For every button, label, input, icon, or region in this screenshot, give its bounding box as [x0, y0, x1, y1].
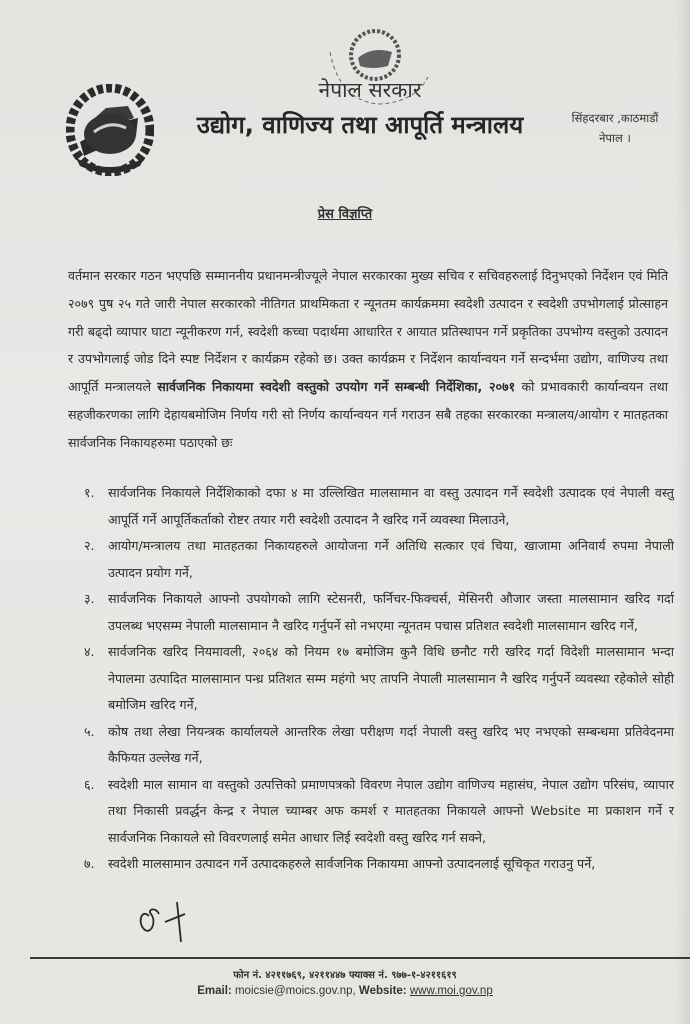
footer-phone-fax: फोन नं. ४२११७६९, ४२११४४७ फ्याक्स नं. ९७७-१-४२११६१९ [233, 970, 457, 981]
item-number: १. [84, 485, 95, 500]
item-text: सार्वजनिक निकायले आफ्नो उपयोगको लागि स्टेसनरी, फर्निचर-फिक्चर्स, मेसिनरी औजार जस्ता मालसामान खरिद गर्दा उपलब्ध भएसम्म नेपाली मालसामान नै खरिद गर्नुपर्ने सो नभएमा न्यूनतम पचास प्रतिशत स्वदेशी मालसामान खरिद गर्ने, [108, 591, 674, 633]
address-block [540, 108, 690, 148]
government-name: नेपाल सरकार [318, 78, 422, 102]
item-number: ७. [84, 856, 95, 871]
email-link[interactable]: moicsie@moics.gov.np, [234, 985, 356, 997]
footer-divider [30, 957, 690, 959]
item-number: ४. [84, 644, 95, 659]
list-item [84, 533, 674, 586]
item-text: स्वदेशी माल सामान वा वस्तुको उत्पत्तिको प्रमाणपत्रको विवरण नेपाल उद्योग वाणिज्य महासंघ, नेपाल उद्योग परिसंघ, व्यापार तथा निकासी प्रवर्द्धन केन्द्र र नेपाल च्याम्बर अफ कमर्श र मातहतका निकायले आफ्नो Website मा प्रकाशन गर्ने र सार्वजनिक निकायले सो विवरणलाई समेत आधार लिई स्वदेशी वस्तु खरिद गर्न सक्ने, [108, 776, 675, 845]
list-item [84, 851, 674, 878]
page-edge-shadow [676, 0, 690, 1024]
document-title: प्रेस विज्ञप्ति [317, 207, 373, 222]
address-line-2: नेपाल । [599, 131, 631, 145]
intro-bold-directive: सार्वजनिक निकायमा स्वदेशी वस्तुको उपयोग गर्ने सम्बन्धी निर्देशिका, २०७१ [157, 379, 516, 395]
list-item [84, 772, 674, 852]
footer-contact [0, 985, 690, 997]
item-number: २. [84, 538, 95, 553]
item-text: सार्वजनिक निकायले निर्देशिकाको दफा ४ मा उल्लिखित मालसामान वा वस्तु उत्पादन गर्ने स्वदेशी उत्पादक एवं नेपाली वस्तु आपूर्ति गर्ने आपूर्तिकर्ताको रोष्टर तयार गरी स्वदेशी उत्पादन नै खरिद गर्ने व्यवस्था मिलाउने, [108, 485, 674, 527]
item-number: ६. [84, 776, 95, 792]
intro-text-2: को प्रभावकारी कार्यान्वयन तथा सहजीकरणका लागि देहायबमोजिम निर्णय गरी सो निर्णय कार्यान्वयन गर्न गराउन सबै तहका सरकारका मन्त्रालय/आयोग र मातहतका सार्वजनिक निकायहरुमा पठाएको छः [68, 379, 668, 450]
list-item [84, 639, 674, 719]
intro-paragraph [68, 262, 668, 457]
ministry-name: उद्योग, वाणिज्य तथा आपूर्ति मन्त्रालय [196, 111, 524, 139]
list-item [84, 586, 674, 639]
website-label: Website: [358, 985, 407, 997]
item-text: सार्वजनिक खरिद नियमावली, २०६४ को नियम १७ बमोजिम कुनै विधि छनौट गरी खरिद गर्दा विदेशी मालसामान भन्दा नेपालमा उत्पादित मालसामान पन्ध्र प्रतिशत सम्म महंगो भए तापनि नेपाली मालसामान नै खरिद गर्नुपर्ने व्यवस्था रहेकोले सोही बमोजिम खरिद गर्ने, [108, 644, 674, 712]
item-text: आयोग/मन्त्रालय तथा मातहतका निकायहरुले आयोजना गर्ने अतिथि सत्कार एवं चिया, खाजामा अनिवार्य रुपमा नेपाली उत्पादन प्रयोग गर्ने, [108, 538, 674, 580]
nepal-emblem-icon [66, 84, 154, 176]
item-number: ३. [84, 591, 95, 606]
list-item [84, 480, 674, 533]
list-item [84, 719, 674, 772]
item-text: स्वदेशी मालसामान उत्पादन गर्ने उत्पादकहरुले सार्वजनिक निकायमा आफ्नो उत्पादनलाई सूचिकृत गराउनु पर्ने, [108, 856, 596, 871]
handwritten-mark [135, 898, 195, 946]
address-line-1: सिंहदरबार ,काठमाडौं [571, 111, 659, 125]
decision-list [84, 480, 674, 878]
item-number: ५. [84, 723, 95, 739]
item-text: कोष तथा लेखा नियन्त्रक कार्यालयले आन्तरिक लेखा परीक्षण गर्दा नेपाली वस्तु खरिद भए नभएको सम्बन्धमा प्रतिवेदनमा कैफियत उल्लेख गर्ने, [108, 723, 674, 765]
email-label: Email: [197, 985, 232, 997]
intro-text-1: वर्तमान सरकार गठन भएपछि सम्माननीय प्रधानमन्त्रीज्यूले नेपाल सरकारका मुख्य सचिव र सचिवहरुलाई दिनुभएको निर्देशन एवं मिति २०७९ पुष २५ गते जारी नेपाल सरकारको नीतिगत प्राथमिकता र न्यूनतम कार्यक्रममा स्वदेशी उत्पादन र स्वदेशी उपभोगलाई प्रोत्साहन गरी बढ्दो व्यापार घाटा न्यूनीकरण गर्न, स्वदेशी कच्चा पदार्थमा आधारित र आयात प्रतिस्थापन गर्ने प्रकृतिका उपभोग्य वस्तुको उत्पादन र उपभोगलाई जोड दिने स्पष्ट निर्देशन र कार्यक्रम रहेको छ। उक्त कार्यक्रम र निर्देशन कार्यान्वयन गर्ने सन्दर्भमा उद्योग, वाणिज्य तथा आपूर्ति मन्त्रालयले [68, 268, 668, 395]
website-link[interactable]: www.moi.gov.np [409, 985, 493, 997]
